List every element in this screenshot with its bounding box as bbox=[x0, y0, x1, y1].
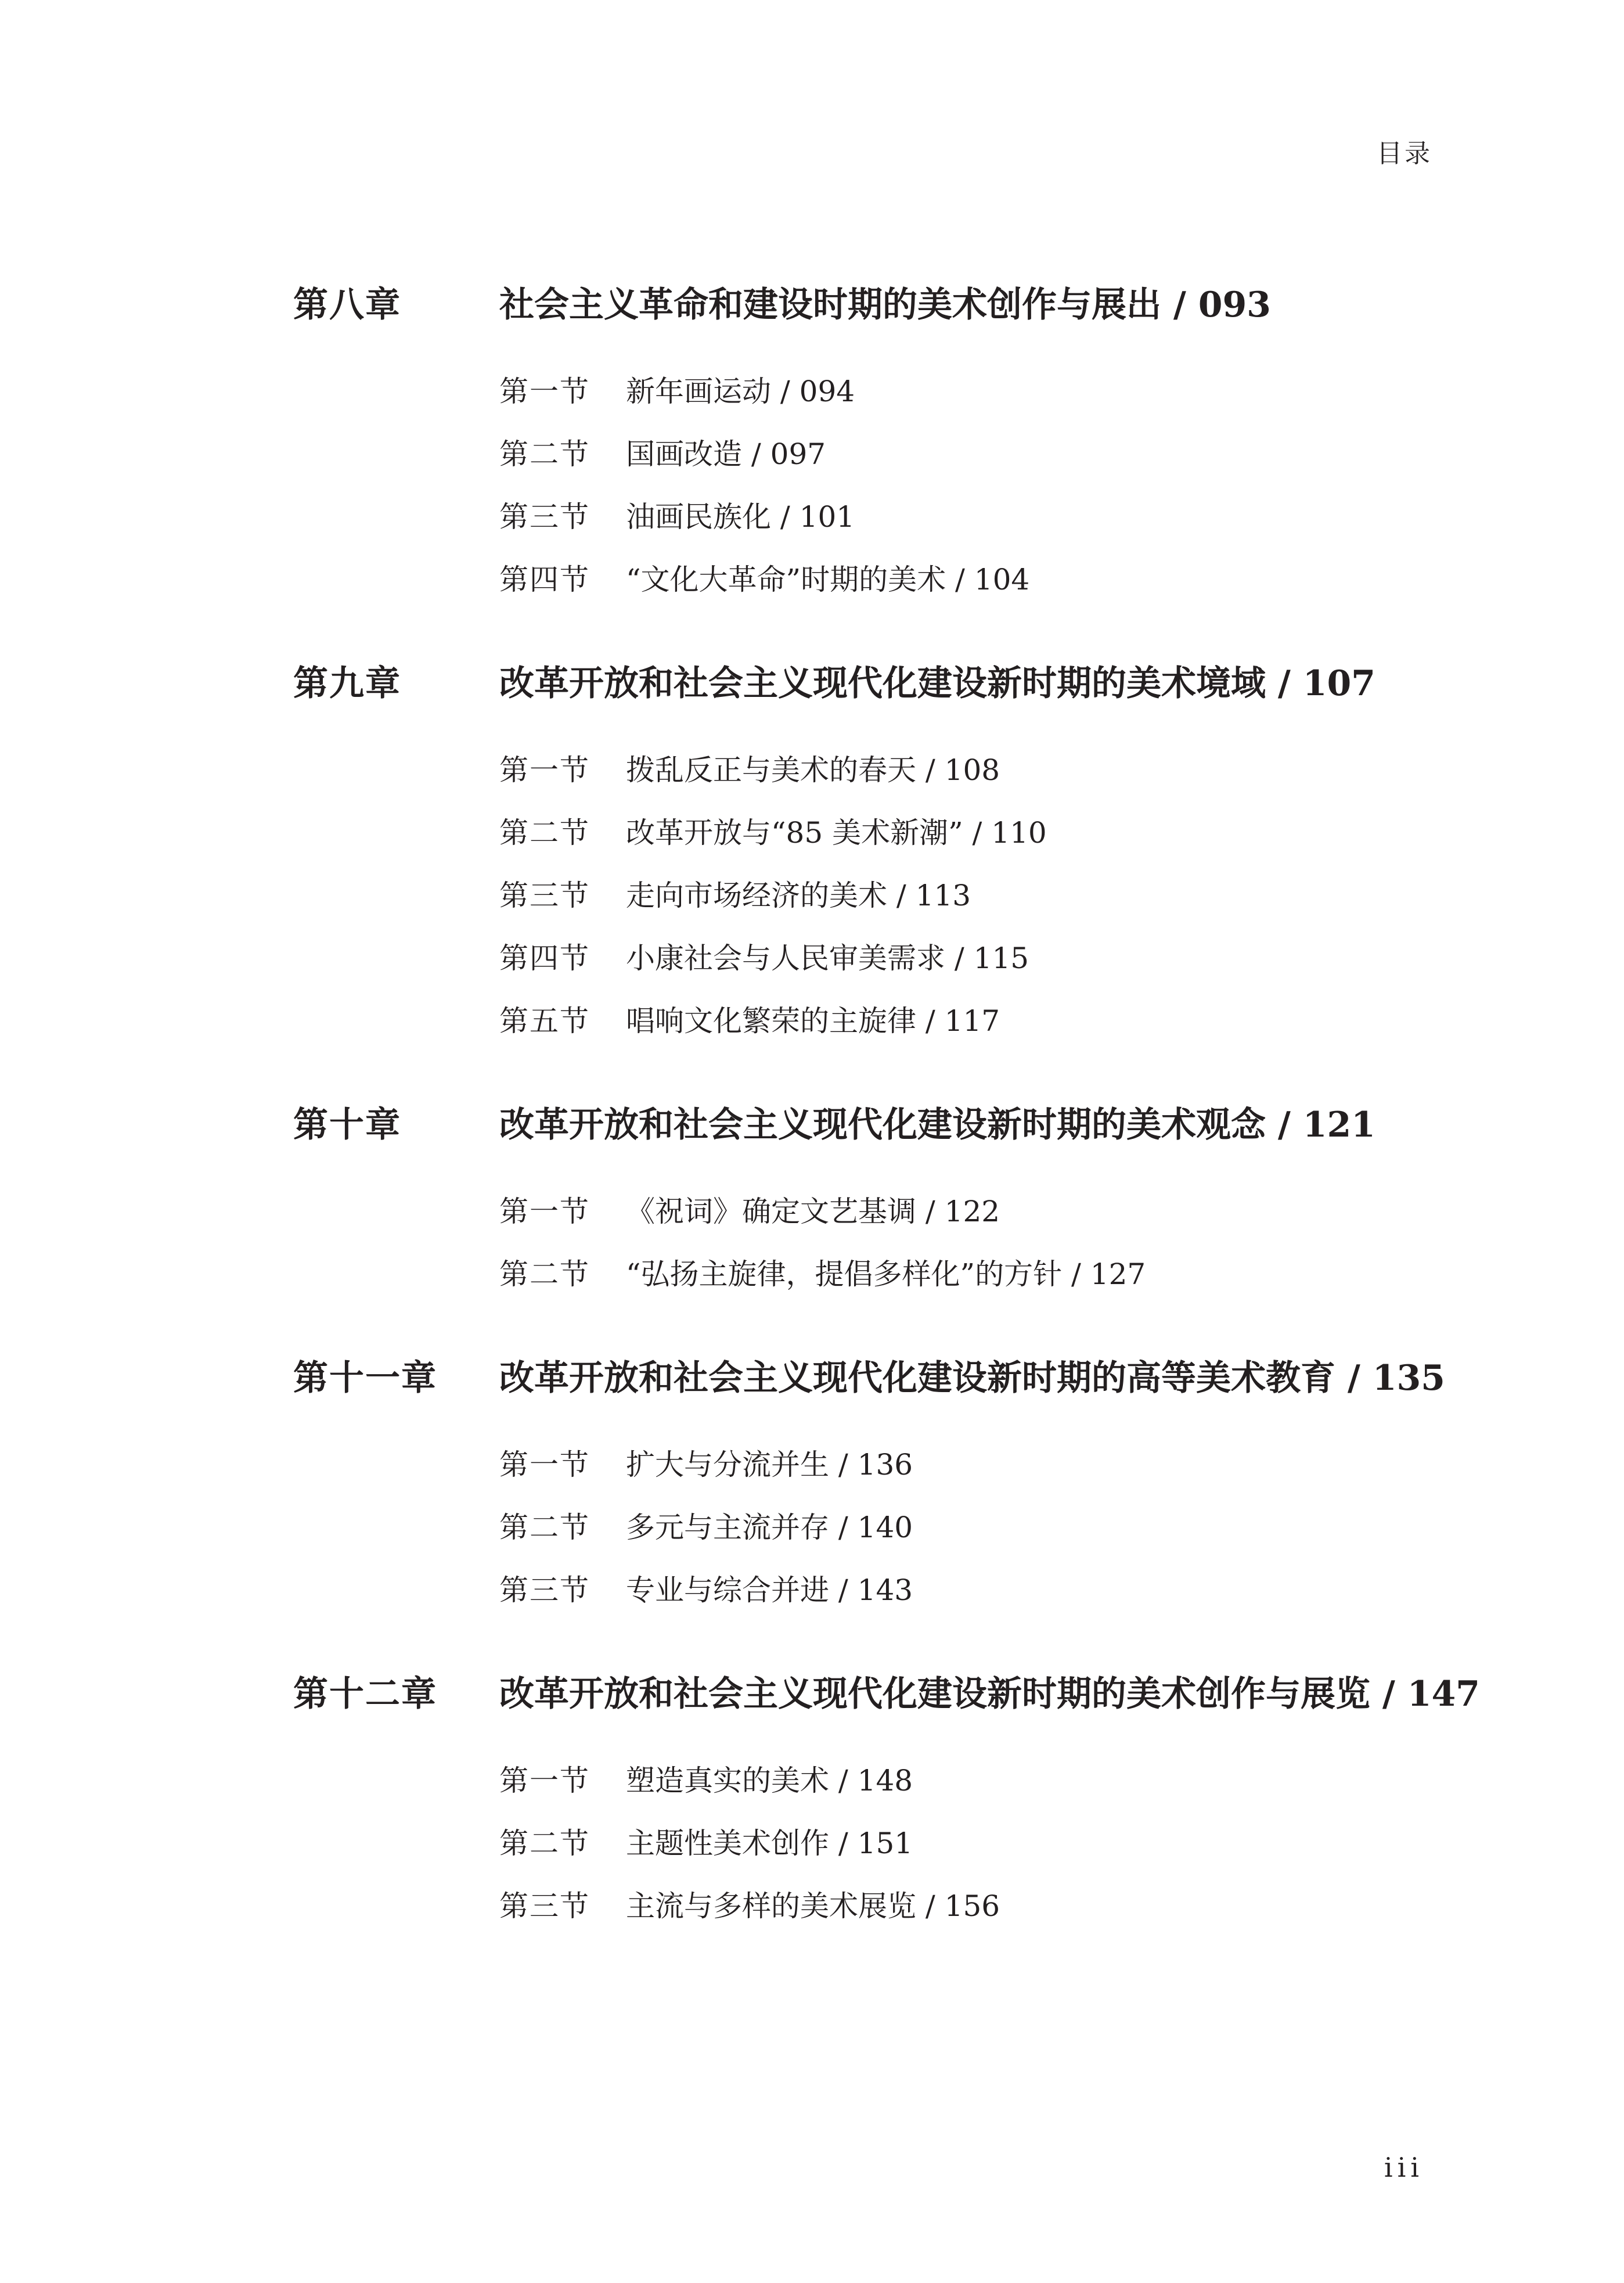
chapter-title: 改革开放和社会主义现代化建设新时期的美术境域 / 107 bbox=[499, 663, 1375, 704]
section-list bbox=[293, 1180, 1454, 1306]
section-number: 第三节 bbox=[499, 500, 590, 534]
section-number: 第三节 bbox=[499, 879, 590, 912]
section-title: 唱响文化繁荣的主旋律 / 117 bbox=[626, 1004, 1000, 1038]
section-entry[interactable] bbox=[499, 548, 1454, 611]
chapter-title: 改革开放和社会主义现代化建设新时期的美术观念 / 121 bbox=[499, 1105, 1375, 1145]
section-title: 多元与主流并存 / 140 bbox=[626, 1511, 913, 1544]
chapter-number: 第十章 bbox=[293, 1105, 401, 1145]
section-number: 第二节 bbox=[499, 1257, 590, 1291]
chapter-title: 改革开放和社会主义现代化建设新时期的高等美术教育 / 135 bbox=[499, 1358, 1445, 1398]
chapter-heading[interactable] bbox=[293, 652, 1454, 716]
chapter-8 bbox=[293, 273, 1454, 611]
table-of-contents bbox=[293, 273, 1480, 1978]
chapter-10 bbox=[293, 1093, 1454, 1306]
section-title: 《祝词》确定文艺基调 / 122 bbox=[626, 1195, 1000, 1228]
chapter-number: 第八章 bbox=[293, 285, 401, 325]
section-title: 改革开放与“85 美术新潮” / 110 bbox=[626, 816, 1047, 850]
section-entry[interactable] bbox=[499, 927, 1454, 990]
section-title: 拨乱反正与美术的春天 / 108 bbox=[626, 753, 1000, 787]
section-title: “文化大革命”时期的美术 / 104 bbox=[626, 563, 1030, 596]
section-title: 塑造真实的美术 / 148 bbox=[626, 1764, 913, 1797]
section-entry[interactable] bbox=[499, 1812, 1454, 1875]
section-title: 扩大与分流并生 / 136 bbox=[626, 1448, 913, 1482]
section-title: 走向市场经济的美术 / 113 bbox=[626, 879, 971, 912]
section-number: 第一节 bbox=[499, 1764, 590, 1797]
chapter-heading[interactable] bbox=[293, 1662, 1480, 1726]
section-title: 主流与多样的美术展览 / 156 bbox=[626, 1889, 1000, 1923]
running-header: 目录 bbox=[1377, 139, 1432, 168]
section-number: 第二节 bbox=[499, 1827, 590, 1860]
section-entry[interactable] bbox=[499, 990, 1454, 1052]
section-number: 第一节 bbox=[499, 753, 590, 787]
section-title: 油画民族化 / 101 bbox=[626, 500, 855, 534]
section-list bbox=[293, 1749, 1454, 1937]
section-entry[interactable] bbox=[499, 1559, 1454, 1622]
section-entry[interactable] bbox=[499, 801, 1454, 864]
section-number: 第一节 bbox=[499, 1448, 590, 1482]
section-list bbox=[293, 1433, 1454, 1622]
page-number: iii bbox=[1384, 2152, 1424, 2183]
section-entry[interactable] bbox=[499, 1875, 1454, 1937]
chapter-number: 第九章 bbox=[293, 663, 401, 704]
section-title: 国画改造 / 097 bbox=[626, 437, 826, 471]
section-number: 第二节 bbox=[499, 1511, 590, 1544]
chapter-number: 第十二章 bbox=[293, 1674, 437, 1714]
section-entry[interactable] bbox=[499, 1243, 1454, 1306]
section-list bbox=[293, 360, 1454, 611]
section-number: 第三节 bbox=[499, 1573, 590, 1607]
section-number: 第一节 bbox=[499, 1195, 590, 1228]
section-entry[interactable] bbox=[499, 1749, 1454, 1812]
section-title: 主题性美术创作 / 151 bbox=[626, 1827, 913, 1860]
section-title: 小康社会与人民审美需求 / 115 bbox=[626, 941, 1029, 975]
section-title: 专业与综合并进 / 143 bbox=[626, 1573, 913, 1607]
section-title: 新年画运动 / 094 bbox=[626, 375, 855, 408]
section-number: 第一节 bbox=[499, 375, 590, 408]
section-entry[interactable] bbox=[499, 739, 1454, 801]
section-entry[interactable] bbox=[499, 423, 1454, 486]
section-number: 第二节 bbox=[499, 437, 590, 471]
section-list bbox=[293, 739, 1454, 1052]
chapter-9 bbox=[293, 652, 1454, 1052]
section-entry[interactable] bbox=[499, 1496, 1454, 1559]
section-number: 第四节 bbox=[499, 563, 590, 596]
section-title: “弘扬主旋律，提倡多样化”的方针 / 127 bbox=[626, 1257, 1146, 1291]
section-entry[interactable] bbox=[499, 1180, 1454, 1243]
section-entry[interactable] bbox=[499, 486, 1454, 548]
section-number: 第二节 bbox=[499, 816, 590, 850]
chapter-heading[interactable] bbox=[293, 1093, 1454, 1157]
section-number: 第五节 bbox=[499, 1004, 590, 1038]
chapter-heading[interactable] bbox=[293, 1346, 1454, 1410]
chapter-12 bbox=[293, 1662, 1480, 1937]
chapter-heading[interactable] bbox=[293, 273, 1454, 337]
chapter-11 bbox=[293, 1346, 1454, 1622]
section-entry[interactable] bbox=[499, 1433, 1454, 1496]
section-number: 第三节 bbox=[499, 1889, 590, 1923]
section-entry[interactable] bbox=[499, 864, 1454, 927]
chapter-title: 社会主义革命和建设时期的美术创作与展出 / 093 bbox=[499, 285, 1271, 325]
chapter-title: 改革开放和社会主义现代化建设新时期的美术创作与展览 / 147 bbox=[499, 1674, 1480, 1714]
section-entry[interactable] bbox=[499, 360, 1454, 423]
chapter-number: 第十一章 bbox=[293, 1358, 437, 1398]
section-number: 第四节 bbox=[499, 941, 590, 975]
